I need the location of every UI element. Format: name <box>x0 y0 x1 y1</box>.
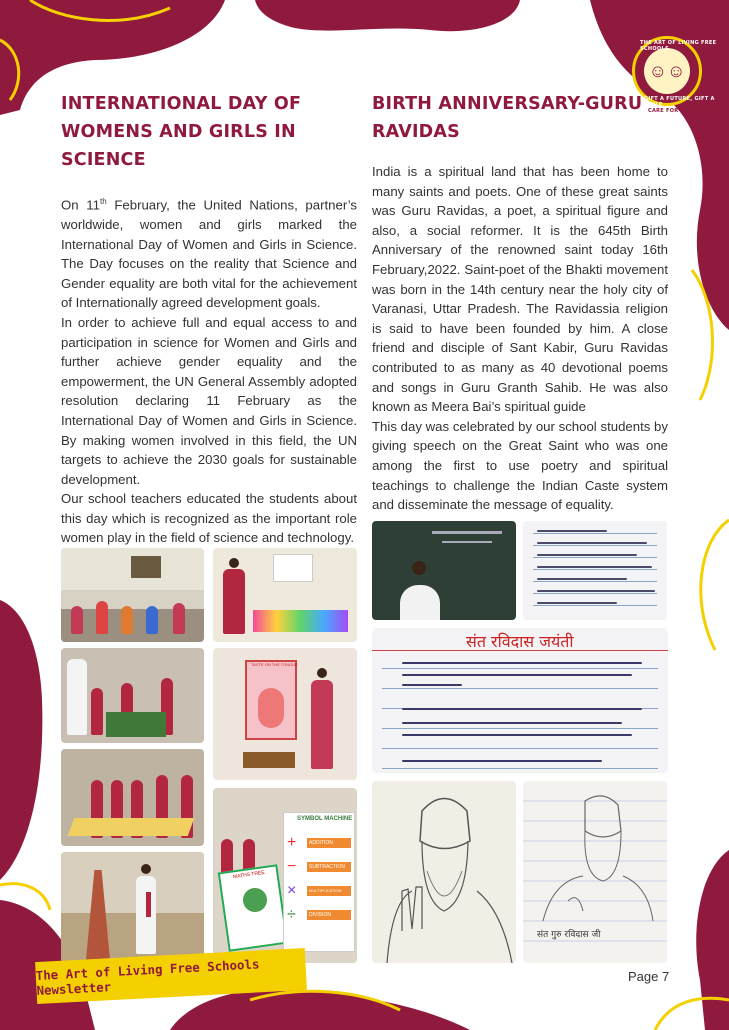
left-para1-post: February, the United Nations, partner’s worldwide, women and girls marked the International Day of Women and Girls in Science. The Day focuses on the reality that Science and Gender equality are both vital for the achievement of Internationally agreed development goals. <box>61 197 357 311</box>
logo-ring-text: THE ART OF LIVING FREE SCHOOLS <box>640 40 717 52</box>
right-paragraph-2: This day was celebrated by our school students by giving speech on the Great Saint who was one among the first to use poetry and spiritual teachings to challenge the Indian Caste system and disseminate the message of equality. <box>372 418 668 513</box>
left-title-line-2: WOMENS AND GIRLS IN <box>61 122 296 142</box>
left-paragraph-2: In order to achieve full and equal access to and participation in science for Women and Girls and further achieve gender equality and the empowerment, the UN General Assembly adopted resolution declaring 11 February as the International Day of Women and Girls in Science. By making women involved in this field, the UN targets to achieve the 2030 goals for sustainable development. <box>61 314 357 487</box>
photo-maths-posters: MATHS TREE SYMBOL MACHINE + − × ÷ ADDITION SUBTRACTION MULTIPLICATION DIVISION <box>213 788 357 963</box>
sketch-caption: संत गुरु रविदास जी <box>537 930 601 940</box>
photo-handwritten-notes <box>523 521 667 620</box>
left-title-line-3: SCIENCE <box>61 150 146 170</box>
photo-tongue-chart <box>213 648 357 780</box>
right-paragraph-1: India is a spiritual land that has been home to many saints and poets. One of these great saints was Guru Ravidas, a poet, a spiritual figure and also, a social reformer. It is the 645th Birth Anniversary of the renowned saint today 16th February,2022. Saint-poet of the Bhakti movement was born in the 14th century near the holy city of Varanasi, Uttar Pradesh. The Ravidassia religion is said to have been founded by him. A close friend and disciple of Sant Kabir, Guru Ravidas contributed to as many as 40 devotional poems and songs in Guru Granth Sahib. He was also known as Meera Bai’s spiritual guide <box>372 164 668 415</box>
left-paragraph-3: Our school teachers educated the students about this day which is recognized as the important role women play in the field of science and technology. <box>61 491 357 546</box>
right-title-line-2: RAVIDAS <box>372 122 460 142</box>
right-article <box>372 90 668 515</box>
tongue-chart-label: TASTE ON THE TONGUE <box>251 662 298 667</box>
photo-tower-model <box>61 852 204 963</box>
logo-tagline: GIFT A FUTURE, GIFT A SMILE <box>644 96 715 108</box>
photo-students-table <box>61 749 204 846</box>
symbol-machine-label: SYMBOL MACHINE <box>297 816 353 822</box>
page-number: Page 7 <box>628 969 670 984</box>
photo-ravidas-sketch-2 <box>523 781 667 963</box>
photo-ravidas-sketch-1 <box>372 781 516 963</box>
photo-hindi-poster <box>372 628 668 773</box>
photo-model-display <box>61 648 204 743</box>
right-title-line-1: BIRTH ANNIVERSARY-GURU <box>372 94 643 114</box>
logo-children-icon: ☺☺ <box>644 48 690 94</box>
left-para1-sup: th <box>99 197 107 206</box>
photo-colour-blocks <box>213 548 357 642</box>
logo-subtext: CARE FOR CHILDREN <box>648 108 712 114</box>
maths-tree-label: MATHS TREE <box>232 869 266 881</box>
poster-word-addition: ADDITION <box>307 838 351 848</box>
left-article-title <box>61 90 357 174</box>
left-title-line-1: INTERNATIONAL DAY OF <box>61 94 302 114</box>
left-paragraph-1 <box>61 192 357 313</box>
newsletter-title: The Art of Living Free Schools Newsletter <box>35 956 260 999</box>
photo-students-sitting <box>61 548 204 642</box>
poster-word-division: DIVISION <box>307 910 351 920</box>
left-article <box>61 90 357 548</box>
photo-student-blackboard <box>372 521 516 620</box>
poster-word-subtraction: SUBTRACTION <box>307 862 351 872</box>
poster-word-multiplication: MULTIPLICATION <box>307 886 351 896</box>
hindi-poster-heading: संत रविदास जयंती <box>466 632 574 651</box>
right-article-title <box>372 90 668 146</box>
left-para1-pre: On 11 <box>61 197 100 213</box>
